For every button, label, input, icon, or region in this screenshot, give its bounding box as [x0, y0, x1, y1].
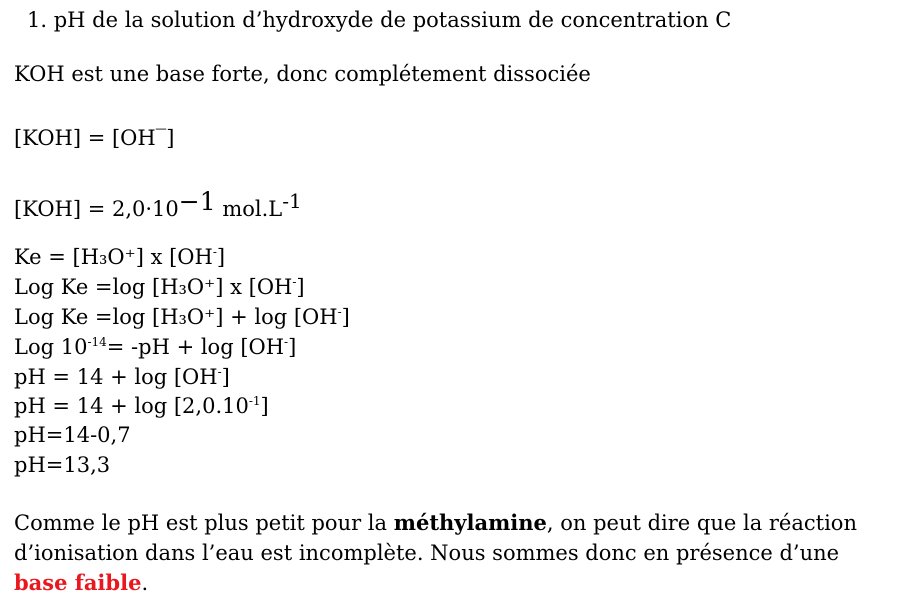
eq2-unit-exponent: -1 [282, 189, 302, 213]
step-line [14, 243, 225, 271]
step-text-end: ] [341, 305, 350, 329]
step-text-end: ] [221, 365, 230, 389]
step-line [14, 273, 305, 301]
conclusion-paragraph [14, 508, 899, 598]
step-superscript: - [284, 335, 289, 349]
step-text: pH=14-0,7 [14, 423, 131, 447]
step-text-end: ] [288, 335, 297, 359]
step-line [14, 392, 269, 420]
section-heading: 1. pH de la solution d’hydroxyde de potassium de concentration C [27, 8, 732, 32]
step-text-end: ] [216, 245, 226, 269]
step-text: Log Ke =log [H₃O⁺] x [OH [14, 275, 293, 299]
equation-koh-oh: [KOH] = [OH‾] [14, 126, 175, 150]
step-line [14, 451, 110, 479]
step-superscript: - [212, 245, 217, 259]
conclusion-highlight: base faible [14, 570, 142, 595]
eq2-exponent: −1 [178, 187, 216, 216]
step-line [14, 333, 296, 361]
step-superscript: - [217, 365, 222, 379]
step-text: Log 10 [14, 335, 88, 359]
step-text: pH=13,3 [14, 453, 111, 477]
step-superscript: - [292, 275, 297, 289]
step-text: Log Ke =log [H₃O⁺] + log [OH [14, 305, 338, 329]
step-text-end: ] [260, 394, 269, 418]
step-line [14, 363, 230, 391]
step-text: Ke = [H₃O⁺] x [OH [14, 245, 213, 269]
conclusion-text: , on peut dire que la réaction d’ionisation dans l’eau est incomplète. Nous sommes donc en présence d’une [14, 511, 857, 565]
step-text: pH = 14 + log [2,0.10 [14, 394, 249, 418]
intro-text: KOH est une base forte, donc complétement dissociée [14, 62, 591, 86]
step-text: pH = 14 + log [OH [14, 365, 218, 389]
step-text-mid: = -pH + log [OH [106, 335, 285, 359]
conclusion-text: Comme le pH est plus petit pour la [14, 511, 394, 535]
eq2-left: [KOH] = 2,0·10 [14, 197, 179, 221]
step-superscript: - [337, 305, 342, 319]
step-line [14, 421, 131, 449]
eq2-unit: mol.L [215, 197, 283, 221]
conclusion-end: . [141, 571, 149, 595]
step-superscript: -14 [87, 335, 107, 349]
conclusion-bold-term: méthylamine [393, 510, 547, 535]
step-text-end: ] [296, 275, 305, 299]
step-line [14, 303, 350, 331]
equation-koh-concentration [14, 187, 302, 223]
step-superscript: -1 [248, 394, 261, 408]
